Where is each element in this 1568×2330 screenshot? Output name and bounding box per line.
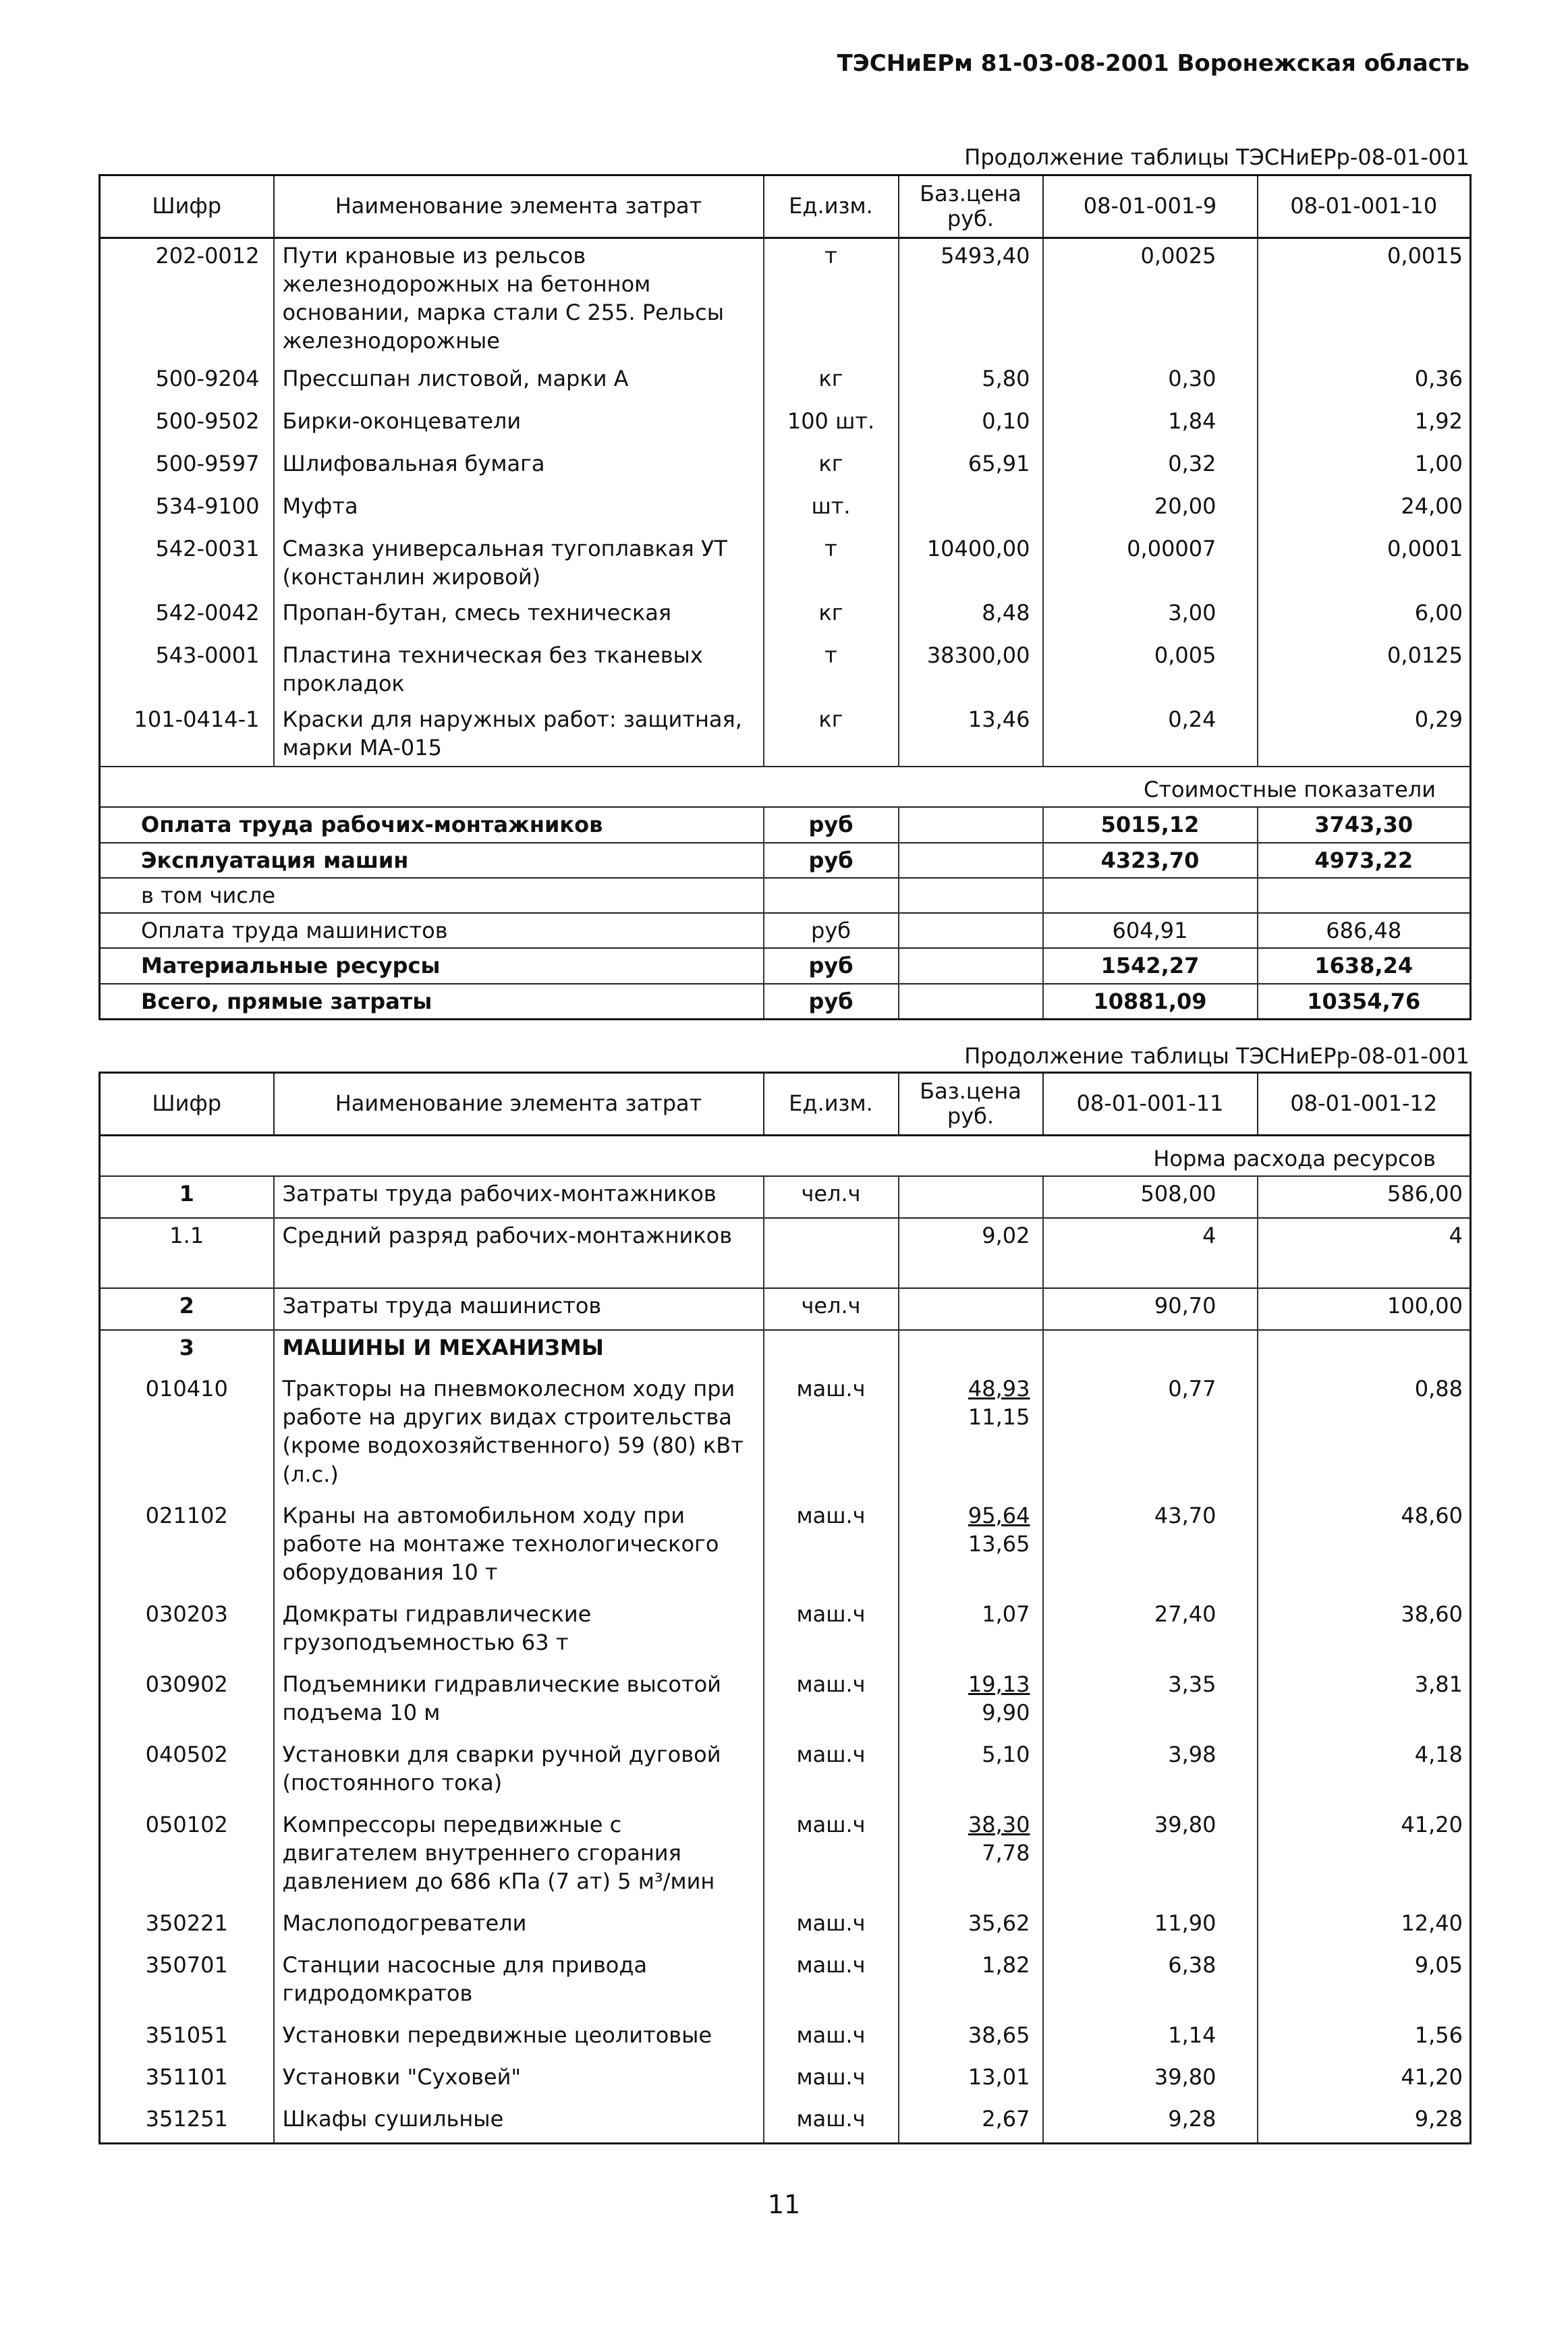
norm-value-2: 0,88: [1258, 1372, 1471, 1499]
base-price: 13,46: [899, 702, 1043, 767]
resource-name: Маслоподогреватели: [274, 1906, 764, 1948]
summary-row: [100, 948, 1471, 983]
resource-name: Пластина техническая без тканевых прокладок: [274, 638, 764, 702]
col-unit: Ед.изм.: [764, 1073, 899, 1136]
norm-value-2: 100,00: [1258, 1288, 1471, 1330]
norm-value-2: 4,18: [1258, 1738, 1471, 1808]
unit: чел.ч: [764, 1288, 899, 1330]
summary-value-2: 1638,24: [1258, 948, 1471, 983]
resource-name: Смазка универсальная тугоплавкая УТ (констанлин жировой): [274, 532, 764, 596]
resource-name: Установки "Суховей": [274, 2060, 764, 2102]
resource-name: Средний разряд рабочих-монтажников: [274, 1218, 764, 1288]
base-price: 10400,00: [899, 532, 1043, 596]
table2: [99, 1072, 1472, 2144]
table-row: [100, 447, 1471, 489]
unit: кг: [764, 702, 899, 767]
col-code: Шифр: [100, 175, 274, 238]
summary-value-2: [1258, 878, 1471, 913]
band-row: [100, 1135, 1471, 1176]
table-row: [100, 596, 1471, 638]
base-price-value: 2,67: [982, 2105, 1030, 2132]
norm-value-1: 3,00: [1043, 596, 1258, 638]
resource-code: 2: [100, 1288, 274, 1330]
resource-code: 101-0414-1: [134, 706, 260, 733]
norm-value-2: 41,20: [1258, 1808, 1471, 1906]
base-price: [899, 489, 1043, 532]
norm-value-1: 9,28: [1043, 2102, 1258, 2144]
table2-caption: Продолжение таблицы ТЭСНиЕРр-08-01-001: [964, 1043, 1469, 1069]
resource-name: Затраты труда машинистов: [274, 1288, 764, 1330]
col-norm-1: 08-01-001-9: [1043, 175, 1258, 238]
norm-value-1: 39,80: [1043, 2060, 1258, 2102]
table-row: [100, 1176, 1471, 1218]
unit: кг: [764, 596, 899, 638]
norm-value-1: 1,84: [1043, 404, 1258, 447]
summary-empty: [899, 878, 1043, 913]
norm-value-2: 9,28: [1258, 2102, 1471, 2144]
resource-name: Краски для наружных работ: защитная, марки МА-015: [274, 702, 764, 767]
resource-code: 500-9502: [155, 408, 260, 435]
norm-value-1: 90,70: [1043, 1288, 1258, 1330]
summary-unit: руб: [764, 807, 899, 842]
resource-name: Пропан-бутан, смесь техническая: [274, 596, 764, 638]
summary-label: Всего, прямые затраты: [100, 984, 764, 1020]
unit: 100 шт.: [764, 404, 899, 447]
base-price: [899, 1738, 1043, 1808]
norm-value-2: 1,56: [1258, 2018, 1471, 2060]
norm-value-1: 20,00: [1043, 489, 1258, 532]
base-price-value: 1,82: [982, 1951, 1030, 1978]
base-price: [899, 1176, 1043, 1218]
table-row: [100, 1738, 1471, 1808]
table2-header-row: [100, 1073, 1471, 1136]
unit: маш.ч: [764, 2060, 899, 2102]
base-price: [899, 2018, 1043, 2060]
summary-label: Оплата труда рабочих-монтажников: [100, 807, 764, 842]
unit: кг: [764, 362, 899, 404]
resource-code: 010410: [145, 1375, 228, 1402]
unit: маш.ч: [764, 2102, 899, 2144]
unit: т: [764, 238, 899, 362]
col-norm-1: 08-01-001-11: [1043, 1073, 1258, 1136]
resource-code: 542-0031: [155, 536, 260, 562]
summary-empty: [899, 807, 1043, 842]
resource-code: 021102: [145, 1502, 228, 1528]
resource-code: 202-0012: [155, 242, 260, 269]
base-price-value: 13,01: [968, 2063, 1030, 2090]
summary-unit: руб: [764, 913, 899, 948]
resource-code: 350221: [145, 1910, 228, 1936]
table1-header-row: [100, 175, 1471, 238]
unit: маш.ч: [764, 1372, 899, 1499]
table-row: [100, 1948, 1471, 2018]
norm-value-1: 6,38: [1043, 1948, 1258, 2018]
col-name: Наименование элемента затрат: [274, 175, 764, 238]
resource-code: 040502: [145, 1741, 228, 1767]
norm-value-1: 0,005: [1043, 638, 1258, 702]
base-price: [899, 1597, 1043, 1667]
summary-label: Эксплуатация машин: [100, 843, 764, 878]
resource-name: Станции насосные для привода гидродомкратов: [274, 1948, 764, 2018]
base-price: [899, 1906, 1043, 1948]
table-row: [100, 1808, 1471, 1906]
base-price-value: 95,64: [968, 1502, 1030, 1528]
unit: чел.ч: [764, 1176, 899, 1218]
norm-value-2: 0,0001: [1258, 532, 1471, 596]
summary-unit: руб: [764, 843, 899, 878]
base-price: 5,80: [899, 362, 1043, 404]
summary-label: в том числе: [100, 878, 764, 913]
norm-value-1: 39,80: [1043, 1808, 1258, 1906]
band-label: Стоимостные показатели: [100, 767, 1471, 807]
summary-unit: руб: [764, 948, 899, 983]
base-price: 8,48: [899, 596, 1043, 638]
norm-value-2: 41,20: [1258, 2060, 1471, 2102]
summary-row: [100, 878, 1471, 913]
document-header: ТЭСНиЕРм 81-03-08-2001 Воронежская область: [837, 50, 1469, 77]
resource-code: 350701: [145, 1951, 228, 1978]
norm-value-1: 0,24: [1043, 702, 1258, 767]
col-norm-2: 08-01-001-12: [1258, 1073, 1471, 1136]
table-row: [100, 532, 1471, 596]
base-price: [899, 2102, 1043, 2144]
resource-name: Прессшпан листовой, марки А: [274, 362, 764, 404]
summary-value-2: 3743,30: [1258, 807, 1471, 842]
resource-code: 030902: [145, 1671, 228, 1697]
col-norm-2: 08-01-001-10: [1258, 175, 1471, 238]
summary-row: [100, 984, 1471, 1020]
base-price: [899, 1288, 1043, 1330]
resource-code: 351251: [145, 2105, 228, 2132]
resource-name: Установки для сварки ручной дуговой (постоянного тока): [274, 1738, 764, 1808]
table1-body: [100, 238, 1471, 1019]
unit: маш.ч: [764, 1499, 899, 1597]
unit: т: [764, 532, 899, 596]
resource-name: Компрессоры передвижные с двигателем внутреннего сгорания давлением до 686 кПа (7 ат) 5 м³/мин: [274, 1808, 764, 1906]
summary-label: Оплата труда машинистов: [100, 913, 764, 948]
norm-value-1: 0,0025: [1043, 238, 1258, 362]
norm-value-2: 9,05: [1258, 1948, 1471, 2018]
resource-code: 542-0042: [155, 600, 260, 626]
wage-price-value: 11,15: [968, 1404, 1030, 1431]
col-name: Наименование элемента затрат: [274, 1073, 764, 1136]
norm-value-1: 0,77: [1043, 1372, 1258, 1499]
base-price: 65,91: [899, 447, 1043, 489]
summary-label: Материальные ресурсы: [100, 948, 764, 983]
table-row: [100, 1288, 1471, 1330]
summary-value-2: 686,48: [1258, 913, 1471, 948]
unit: маш.ч: [764, 1808, 899, 1906]
band-row: [100, 767, 1471, 807]
table-row: [100, 638, 1471, 702]
resource-code: 351101: [145, 2063, 228, 2090]
wage-price-value: 7,78: [982, 1840, 1030, 1866]
base-price: [899, 1499, 1043, 1597]
norm-value-2: 6,00: [1258, 596, 1471, 638]
table2-body: [100, 1135, 1471, 2144]
summary-row: [100, 913, 1471, 948]
table-row: [100, 2102, 1471, 2144]
base-price: 0,10: [899, 404, 1043, 447]
resource-name: Тракторы на пневмоколесном ходу при работе на других видах строительства (кроме водохозяйственного) 59 (80) кВт (л.с.): [274, 1372, 764, 1499]
norm-value-1: 11,90: [1043, 1906, 1258, 1948]
unit: шт.: [764, 489, 899, 532]
norm-value-1: 4: [1043, 1218, 1258, 1288]
norm-value-1: 43,70: [1043, 1499, 1258, 1597]
summary-value-1: 10881,09: [1043, 984, 1258, 1020]
summary-row: [100, 843, 1471, 878]
unit: маш.ч: [764, 1667, 899, 1738]
norm-value-2: 38,60: [1258, 1597, 1471, 1667]
table-row: [100, 1372, 1471, 1499]
norm-value-2: 586,00: [1258, 1176, 1471, 1218]
summary-value-1: 5015,12: [1043, 807, 1258, 842]
base-price: [899, 1372, 1043, 1499]
resource-name: Краны на автомобильном ходу при работе на монтаже технологического оборудования 10 т: [274, 1499, 764, 1597]
unit: маш.ч: [764, 1738, 899, 1808]
norm-value-2: 12,40: [1258, 1906, 1471, 1948]
norm-value-2: 3,81: [1258, 1667, 1471, 1738]
table-row: [100, 702, 1471, 767]
base-price: [899, 1948, 1043, 2018]
norm-value-1: 0,30: [1043, 362, 1258, 404]
table-row: [100, 1597, 1471, 1667]
table-row: [100, 1499, 1471, 1597]
resource-name: Бирки-оконцеватели: [274, 404, 764, 447]
base-price-value: 1,07: [982, 1601, 1030, 1627]
norm-value-1: 0,32: [1043, 447, 1258, 489]
resource-code: 050102: [145, 1811, 228, 1837]
summary-unit: [764, 878, 899, 913]
resource-code: 500-9597: [155, 451, 260, 477]
summary-unit: руб: [764, 984, 899, 1020]
unit: маш.ч: [764, 1906, 899, 1948]
base-price-value: 9,02: [982, 1222, 1030, 1248]
norm-value-2: 0,36: [1258, 362, 1471, 404]
base-price-value: 35,62: [968, 1910, 1030, 1936]
summary-value-2: 10354,76: [1258, 984, 1471, 1020]
base-price: [899, 1330, 1043, 1372]
resource-name: Пути крановые из рельсов железнодорожных на бетонном основании, марка стали С 255. Рельсы железнодорожные: [274, 238, 764, 362]
unit: т: [764, 638, 899, 702]
table1: [99, 174, 1472, 1020]
norm-value-1: [1043, 1330, 1258, 1372]
table-row: [100, 1330, 1471, 1372]
resource-code: 534-9100: [155, 493, 260, 520]
norm-value-2: 1,00: [1258, 447, 1471, 489]
summary-empty: [899, 843, 1043, 878]
unit: маш.ч: [764, 2018, 899, 2060]
summary-value-1: 1542,27: [1043, 948, 1258, 983]
resource-name: Установки передвижные цеолитовые: [274, 2018, 764, 2060]
norm-value-2: 48,60: [1258, 1499, 1471, 1597]
resource-code: 351051: [145, 2022, 228, 2048]
norm-value-1: 3,98: [1043, 1738, 1258, 1808]
table-row: [100, 238, 1471, 362]
resource-code: 1.1: [100, 1218, 274, 1288]
col-code: Шифр: [100, 1073, 274, 1136]
table-row: [100, 1667, 1471, 1738]
resource-name: Муфта: [274, 489, 764, 532]
resource-name: Затраты труда рабочих-монтажников: [274, 1176, 764, 1218]
table-row: [100, 404, 1471, 447]
base-price: [899, 1667, 1043, 1738]
norm-value-2: [1258, 1330, 1471, 1372]
norm-value-1: 3,35: [1043, 1667, 1258, 1738]
resource-name: Шкафы сушильные: [274, 2102, 764, 2144]
norm-value-2: 0,29: [1258, 702, 1471, 767]
unit: кг: [764, 447, 899, 489]
table1-caption: Продолжение таблицы ТЭСНиЕРр-08-01-001: [964, 144, 1469, 170]
col-price: Баз.цена руб.: [899, 1073, 1043, 1136]
unit: [764, 1218, 899, 1288]
unit: маш.ч: [764, 1948, 899, 2018]
summary-empty: [899, 984, 1043, 1020]
resource-code: 543-0001: [155, 642, 260, 669]
norm-value-1: 0,00007: [1043, 532, 1258, 596]
norm-value-2: 0,0015: [1258, 238, 1471, 362]
resource-code: 030203: [145, 1601, 228, 1627]
base-price: [899, 2060, 1043, 2102]
summary-value-1: [1043, 878, 1258, 913]
norm-value-2: 4: [1258, 1218, 1471, 1288]
base-price-value: 5,10: [982, 1741, 1030, 1767]
table-row: [100, 1906, 1471, 1948]
table-row: [100, 362, 1471, 404]
norm-value-1: 27,40: [1043, 1597, 1258, 1667]
resource-name: Домкраты гидравлические грузоподъемностью 63 т: [274, 1597, 764, 1667]
base-price-value: 38,30: [968, 1811, 1030, 1837]
summary-empty: [899, 913, 1043, 948]
summary-value-1: 4323,70: [1043, 843, 1258, 878]
resource-code: 1: [100, 1176, 274, 1218]
norm-value-1: 1,14: [1043, 2018, 1258, 2060]
base-price-value: 38,65: [968, 2022, 1030, 2048]
norm-value-2: 0,0125: [1258, 638, 1471, 702]
summary-empty: [899, 948, 1043, 983]
norm-value-1: 508,00: [1043, 1176, 1258, 1218]
base-price-value: 19,13: [968, 1671, 1030, 1697]
band-label: Норма расхода ресурсов: [100, 1135, 1471, 1176]
table-row: [100, 2060, 1471, 2102]
base-price: [899, 1808, 1043, 1906]
base-price: 38300,00: [899, 638, 1043, 702]
resource-name: Подъемники гидравлические высотой подъема 10 м: [274, 1667, 764, 1738]
unit: маш.ч: [764, 1597, 899, 1667]
table-row: [100, 489, 1471, 532]
summary-row: [100, 807, 1471, 842]
col-price: Баз.цена руб.: [899, 175, 1043, 238]
norm-value-2: 1,92: [1258, 404, 1471, 447]
resource-name: МАШИНЫ И МЕХАНИЗМЫ: [274, 1330, 764, 1372]
resource-code: 3: [100, 1330, 274, 1372]
summary-value-1: 604,91: [1043, 913, 1258, 948]
base-price-value: 48,93: [968, 1375, 1030, 1402]
wage-price-value: 9,90: [982, 1700, 1030, 1726]
norm-value-2: 24,00: [1258, 489, 1471, 532]
unit: [764, 1330, 899, 1372]
resource-name: Шлифовальная бумага: [274, 447, 764, 489]
page-number: 11: [767, 2190, 801, 2219]
base-price: [899, 1218, 1043, 1288]
table-row: [100, 1218, 1471, 1288]
resource-code: 500-9204: [155, 366, 260, 392]
wage-price-value: 13,65: [968, 1531, 1030, 1557]
table-row: [100, 2018, 1471, 2060]
col-unit: Ед.изм.: [764, 175, 899, 238]
summary-value-2: 4973,22: [1258, 843, 1471, 878]
base-price: 5493,40: [899, 238, 1043, 362]
